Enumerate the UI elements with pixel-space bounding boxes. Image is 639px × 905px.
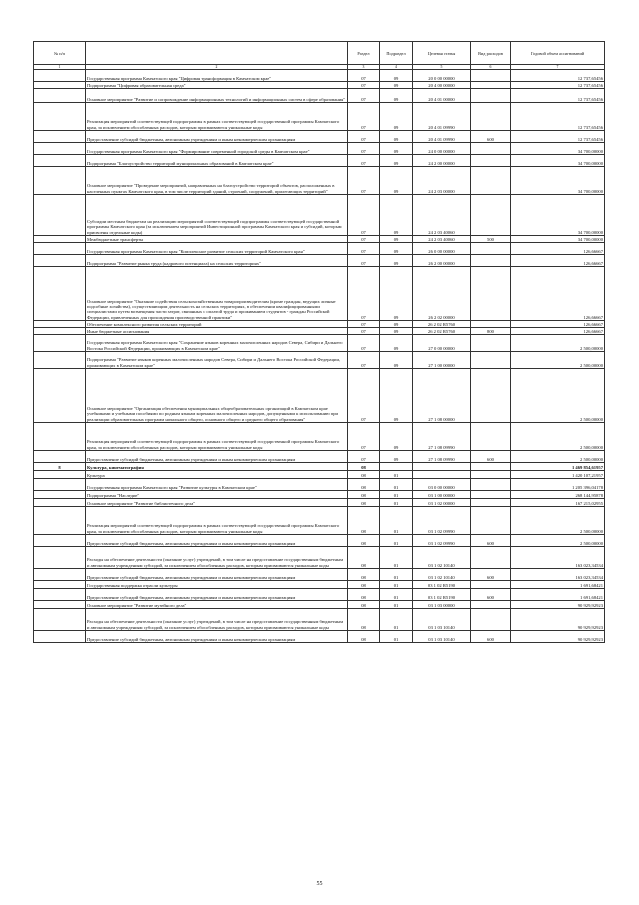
row-target (413, 471, 471, 479)
row-sum: 1 205 396,04178 (511, 479, 605, 491)
row-name: Государственная программа Камчатского края "Формирование современной городской среды в Камчатском крае" (86, 143, 348, 155)
row-vid (471, 195, 511, 236)
row-name: Культура, кинематография (86, 463, 348, 471)
column-number: 1 (34, 65, 86, 70)
row-target: 24 2 03 00000 (413, 167, 471, 195)
row-sum: 12 737,65456 (511, 70, 605, 82)
table-row (34, 631, 605, 643)
row-razdel: 08 (348, 609, 380, 631)
row-razdel: 07 (348, 236, 380, 243)
row-razdel: 07 (348, 89, 380, 103)
row-target: 27 1 08 09990 (413, 423, 471, 451)
row-vid (471, 609, 511, 631)
table-row (34, 195, 605, 236)
header-razdel: Раздел (348, 42, 380, 65)
row-target (413, 463, 471, 471)
row-razdel: 07 (348, 155, 380, 167)
row-vid: 500 (471, 236, 511, 243)
row-target: 24 2 00 00000 (413, 155, 471, 167)
row-podrazdel: 09 (380, 143, 413, 155)
row-target: 03 1 03 00000 (413, 601, 471, 609)
row-razdel: 08 (348, 547, 380, 569)
row-sum: 34 700,00000 (511, 236, 605, 243)
row-target: 26 2 02 00000 (413, 267, 471, 321)
row-razdel: 07 (348, 103, 380, 131)
row-target: 27 1 00 00000 (413, 352, 471, 369)
row-razdel: 08 (348, 499, 380, 507)
column-number: 5 (413, 65, 471, 70)
row-razdel: 07 (348, 267, 380, 321)
row-sum: 2 500,00000 (511, 451, 605, 463)
row-podrazdel: 09 (380, 423, 413, 451)
row-sum: 34 700,00000 (511, 155, 605, 167)
row-podrazdel: 09 (380, 267, 413, 321)
row-podrazdel: 01 (380, 499, 413, 507)
row-sum: 90 929,92923 (511, 631, 605, 643)
row-name: Субсидии местным бюджетам на реализацию мероприятий соответствующей подпрограммы соответствующей государственной программы Камчатского края (за исключением мероприятий Инвестиционной программы Камчатского края и субсидий, которым присвоены отдельные коды) (86, 195, 348, 236)
row-number (34, 236, 86, 243)
row-number (34, 589, 86, 601)
row-name: Подпрограмма "Наследие" (86, 491, 348, 499)
row-target: 26 0 00 00000 (413, 243, 471, 255)
row-target: 20 4 00 00000 (413, 82, 471, 89)
row-number (34, 328, 86, 335)
row-number (34, 499, 86, 507)
row-razdel: 08 (348, 569, 380, 581)
row-target: 03 1 02 R5190 (413, 581, 471, 589)
row-razdel: 08 (348, 631, 380, 643)
row-vid: 800 (471, 328, 511, 335)
row-razdel: 08 (348, 589, 380, 601)
row-sum: 163 023,34534 (511, 569, 605, 581)
row-podrazdel: 01 (380, 471, 413, 479)
row-vid (471, 243, 511, 255)
table-row (34, 321, 605, 328)
table-header-row (34, 42, 605, 65)
table-row (34, 423, 605, 451)
row-sum: 34 700,00000 (511, 195, 605, 236)
row-number (34, 507, 86, 535)
row-vid (471, 82, 511, 89)
table-row (34, 535, 605, 547)
table-row (34, 609, 605, 631)
row-name: Обеспечение комплексного развития сельских территорий (86, 321, 348, 328)
row-number (34, 535, 86, 547)
row-number (34, 321, 86, 328)
row-number (34, 167, 86, 195)
row-podrazdel: 09 (380, 335, 413, 352)
row-name: Расходы на обеспечение деятельности (оказание услуг) учреждений, в том числе на предоставление государственным бюджетным и автономным учреждениям субсидий, за исключением обособленных расходов, которым присваиваются уникальные коды (86, 547, 348, 569)
header-num: № п/п (34, 42, 86, 65)
row-sum: 2 500,00000 (511, 335, 605, 352)
row-name: Государственная поддержка отрасли культуры (86, 581, 348, 589)
row-podrazdel: 09 (380, 369, 413, 423)
row-number (34, 70, 86, 82)
budget-table (33, 41, 605, 643)
row-vid (471, 335, 511, 352)
row-vid: 600 (471, 451, 511, 463)
table-row (34, 89, 605, 103)
row-vid (471, 601, 511, 609)
row-razdel: 07 (348, 451, 380, 463)
row-sum: 1 469 854,61957 (511, 463, 605, 471)
row-podrazdel: 09 (380, 255, 413, 267)
row-target: 26 2 02 R5760 (413, 328, 471, 335)
row-name: Основное мероприятие "Развитие и сопровождение информационных технологий и информационных систем в сфере образования" (86, 89, 348, 103)
header-podrazdel: Подраздел (380, 42, 413, 65)
table-row (34, 255, 605, 267)
row-podrazdel: 01 (380, 479, 413, 491)
row-sum: 2 500,00000 (511, 507, 605, 535)
header-name (86, 42, 348, 65)
row-target: 24 0 00 00000 (413, 143, 471, 155)
row-name: Иные бюджетные ассигнования (86, 328, 348, 335)
header-vid: Вид расходов (471, 42, 511, 65)
row-name: Подпрограмма "Благоустройство территорий муниципальных образований в Камчатском крае" (86, 155, 348, 167)
table-row (34, 471, 605, 479)
row-vid (471, 547, 511, 569)
row-razdel: 08 (348, 479, 380, 491)
row-name: Предоставление субсидий бюджетным, автономным учреждениям и иным некоммерческим организациям (86, 535, 348, 547)
row-target: 20 4 01 09990 (413, 103, 471, 131)
row-target: 03 1 03 10140 (413, 631, 471, 643)
row-razdel: 07 (348, 143, 380, 155)
row-target: 27 0 00 00000 (413, 335, 471, 352)
header-sum: Годовой объем ассигнований (511, 42, 605, 65)
row-number (34, 103, 86, 131)
row-vid (471, 321, 511, 328)
row-razdel: 07 (348, 369, 380, 423)
row-number (34, 195, 86, 236)
row-name: Подпрограмма "Развитие языков коренных малочисленных народов Севера, Сибири и Дальнего Востока Российской Федерации, проживающих в Камчатском крае" (86, 352, 348, 369)
row-name: Государственная программа Камчатского края "Сохранение языков коренных малочисленных народов Севера, Сибири и Дальнего Востока Российской Федерации, проживающих в Камчатском крае" (86, 335, 348, 352)
row-razdel: 07 (348, 328, 380, 335)
row-sum: 2 500,00000 (511, 535, 605, 547)
row-target: 03 1 02 R5190 (413, 589, 471, 601)
column-number: 7 (511, 65, 605, 70)
row-name: Государственная программа Камчатского края "Комплексное развитие сельских территорий Камчатского края" (86, 243, 348, 255)
table-row (34, 581, 605, 589)
row-sum: 163 023,34534 (511, 547, 605, 569)
row-sum: 126,66667 (511, 267, 605, 321)
table-row (34, 491, 605, 499)
table-row (34, 569, 605, 581)
row-razdel: 07 (348, 70, 380, 82)
row-name: Реализация мероприятий соответствующей подпрограммы в рамках соответствующей государственной программы Камчатского края, за исключением обособленных расходов, которым присваиваются уникальные коды (86, 423, 348, 451)
row-razdel: 07 (348, 352, 380, 369)
row-vid (471, 167, 511, 195)
row-vid (471, 423, 511, 451)
table-row (34, 451, 605, 463)
row-podrazdel: 09 (380, 89, 413, 103)
row-razdel: 08 (348, 471, 380, 479)
table-row (34, 155, 605, 167)
row-podrazdel: 09 (380, 451, 413, 463)
row-podrazdel: 09 (380, 82, 413, 89)
table-row (34, 369, 605, 423)
row-number (34, 471, 86, 479)
row-number (34, 609, 86, 631)
row-sum: 12 737,65456 (511, 82, 605, 89)
row-target: 26 2 02 R5760 (413, 321, 471, 328)
row-sum: 167 215,02955 (511, 499, 605, 507)
column-number: 4 (380, 65, 413, 70)
row-razdel: 07 (348, 167, 380, 195)
row-razdel: 07 (348, 131, 380, 143)
row-podrazdel: 09 (380, 328, 413, 335)
row-target: 03 1 02 09990 (413, 535, 471, 547)
row-name: Культура (86, 471, 348, 479)
row-number (34, 82, 86, 89)
row-name: Расходы на обеспечение деятельности (оказание услуг) учреждений, в том числе на предоставление государственным бюджетным и автономным учреждениям субсидий, за исключением обособленных расходов, которым присваиваются уникальные коды (86, 609, 348, 631)
row-number (34, 569, 86, 581)
row-name: Предоставление субсидий бюджетным, автономным учреждениям и иным некоммерческим организациям (86, 451, 348, 463)
row-sum: 12 737,65456 (511, 89, 605, 103)
row-vid (471, 143, 511, 155)
table-row (34, 267, 605, 321)
row-podrazdel: 01 (380, 581, 413, 589)
row-name: Реализация мероприятий соответствующей подпрограммы в рамках соответствующей государственной программы Камчатского края, за исключением обособленных расходов, которым присваиваются уникальные коды (86, 103, 348, 131)
row-podrazdel: 09 (380, 321, 413, 328)
row-target: 03 1 02 10140 (413, 547, 471, 569)
row-podrazdel: 09 (380, 243, 413, 255)
row-sum: 126,66667 (511, 328, 605, 335)
table-row (34, 507, 605, 535)
row-number: 8 (34, 463, 86, 471)
row-name: Подпрограмма "Развитие рынка труда (кадрового потенциала) на сельских территориях" (86, 255, 348, 267)
row-razdel: 08 (348, 491, 380, 499)
row-target: 03 0 00 00000 (413, 479, 471, 491)
column-number: 6 (471, 65, 511, 70)
row-number (34, 155, 86, 167)
row-razdel: 08 (348, 507, 380, 535)
row-sum: 126,66667 (511, 321, 605, 328)
row-name: Реализация мероприятий соответствующей подпрограммы в рамках соответствующей государственной программы Камчатского края, за исключением обособленных расходов, которым присваиваются уникальные коды (86, 507, 348, 535)
row-target: 03 1 02 00000 (413, 499, 471, 507)
row-vid (471, 155, 511, 167)
table-row (34, 70, 605, 82)
row-podrazdel (380, 463, 413, 471)
row-podrazdel: 01 (380, 569, 413, 581)
row-podrazdel: 01 (380, 609, 413, 631)
row-number (34, 243, 86, 255)
row-target: 20 4 01 09990 (413, 131, 471, 143)
row-razdel: 08 (348, 535, 380, 547)
row-number (34, 255, 86, 267)
row-vid (471, 255, 511, 267)
row-podrazdel: 01 (380, 535, 413, 547)
row-name: Предоставление субсидий бюджетным, автономным учреждениям и иным некоммерческим организациям (86, 569, 348, 581)
row-vid (471, 499, 511, 507)
row-sum: 1 420 107,21957 (511, 471, 605, 479)
table-row (34, 335, 605, 352)
row-name: Подпрограмма "Цифровая образовательная среда" (86, 82, 348, 89)
row-sum: 1 691,68421 (511, 581, 605, 589)
row-number (34, 143, 86, 155)
row-name: Государственная программа Камчатского края "Развитие культуры в Камчатском крае" (86, 479, 348, 491)
row-name: Основное мероприятие "Развитие библиотечного дела" (86, 499, 348, 507)
row-target: 03 1 02 10140 (413, 569, 471, 581)
row-sum: 12 737,65456 (511, 103, 605, 131)
row-vid (471, 507, 511, 535)
row-vid (471, 89, 511, 103)
page-number: 55 (316, 881, 323, 887)
row-target: 03 1 02 09990 (413, 507, 471, 535)
row-vid (471, 70, 511, 82)
row-sum: 90 929,92923 (511, 609, 605, 631)
row-name: Основное мероприятие "Развитие музейного дела" (86, 601, 348, 609)
row-target: 27 1 08 09990 (413, 451, 471, 463)
row-podrazdel: 01 (380, 491, 413, 499)
row-sum: 126,66667 (511, 243, 605, 255)
table-row (34, 601, 605, 609)
row-target: 20 0 00 00000 (413, 70, 471, 82)
row-name: Основное мероприятие "Организация обеспечения муниципальных общеобразовательных организаций в Камчатском крае учебниками и учебными пособиями по родным языкам коренных малочисленных народов, допущенными к использованию при реализации образовательных программ начального общего, основного общего и среднего общего образования" (86, 369, 348, 423)
row-razdel: 07 (348, 335, 380, 352)
row-podrazdel: 09 (380, 167, 413, 195)
header-target: Целевая статья (413, 42, 471, 65)
table-row (34, 328, 605, 335)
row-name: Основное мероприятие "Оказание содействия сельскохозяйственным товаропроизводителям (кроме граждан, ведущих личные подсобные хозяйства), осуществляющим деятельность на сельских территориях, в обеспечении квалифицированными специалистами путем возмещения части затрат, связанных с оплатой труда и проживанием студентов - граждан Российской Федерации, привлеченных для прохождения производственной практики" (86, 267, 348, 321)
row-name: Межбюджетные трансферты (86, 236, 348, 243)
row-target: 26 2 00 00000 (413, 255, 471, 267)
row-target: 24 2 03 40060 (413, 236, 471, 243)
row-name: Предоставление субсидий бюджетным, автономным учреждениям и иным некоммерческим организациям (86, 589, 348, 601)
row-sum: 268 144,95878 (511, 491, 605, 499)
row-sum: 1 691,68421 (511, 589, 605, 601)
table-row (34, 352, 605, 369)
row-podrazdel: 01 (380, 547, 413, 569)
row-podrazdel: 01 (380, 601, 413, 609)
row-number (34, 131, 86, 143)
table-row (34, 167, 605, 195)
row-podrazdel: 01 (380, 589, 413, 601)
row-number (34, 491, 86, 499)
row-podrazdel: 09 (380, 103, 413, 131)
row-vid (471, 581, 511, 589)
row-vid (471, 267, 511, 321)
table-row (34, 243, 605, 255)
row-sum: 12 737,65456 (511, 131, 605, 143)
row-number (34, 451, 86, 463)
row-target: 03 1 00 00000 (413, 491, 471, 499)
row-podrazdel: 09 (380, 195, 413, 236)
row-podrazdel: 01 (380, 507, 413, 535)
row-target: 27 1 08 00000 (413, 369, 471, 423)
row-podrazdel: 09 (380, 352, 413, 369)
row-number (34, 601, 86, 609)
row-vid (471, 479, 511, 491)
row-vid: 600 (471, 569, 511, 581)
row-vid: 600 (471, 589, 511, 601)
row-sum: 90 929,92923 (511, 601, 605, 609)
row-vid: 600 (471, 631, 511, 643)
row-razdel: 08 (348, 601, 380, 609)
row-razdel: 07 (348, 423, 380, 451)
row-name: Основное мероприятие "Проведение мероприятий, направленных на благоустройство территорий объектов, расположенных в населенных пунктах Камчатского края, в том числе территорий зданий, строений, сооружений, прилегающих территорий" (86, 167, 348, 195)
row-razdel: 07 (348, 243, 380, 255)
row-number (34, 423, 86, 451)
row-sum: 34 700,00000 (511, 143, 605, 155)
row-vid (471, 352, 511, 369)
row-razdel: 07 (348, 195, 380, 236)
row-razdel: 08 (348, 581, 380, 589)
row-podrazdel: 09 (380, 131, 413, 143)
row-podrazdel: 09 (380, 70, 413, 82)
row-razdel: 07 (348, 321, 380, 328)
row-target: 20 4 01 00000 (413, 89, 471, 103)
row-vid (471, 369, 511, 423)
row-name: Предоставление субсидий бюджетным, автономным учреждениям и иным некоммерческим организациям (86, 131, 348, 143)
row-sum: 126,66667 (511, 255, 605, 267)
table-row (34, 547, 605, 569)
row-target: 03 1 03 10140 (413, 609, 471, 631)
row-vid: 600 (471, 131, 511, 143)
row-razdel: 07 (348, 255, 380, 267)
table-row (34, 479, 605, 491)
row-sum: 2 500,00000 (511, 352, 605, 369)
table-row (34, 103, 605, 131)
row-podrazdel: 09 (380, 236, 413, 243)
row-podrazdel: 01 (380, 631, 413, 643)
table-row (34, 499, 605, 507)
row-vid (471, 463, 511, 471)
table-row (34, 131, 605, 143)
table-row (34, 236, 605, 243)
row-number (34, 352, 86, 369)
section-row (34, 463, 605, 471)
column-number: 2 (86, 65, 348, 70)
table-row (34, 82, 605, 89)
row-vid (471, 103, 511, 131)
row-razdel: 07 (348, 82, 380, 89)
row-vid: 600 (471, 535, 511, 547)
row-number (34, 581, 86, 589)
row-name: Предоставление субсидий бюджетным, автономным учреждениям и иным некоммерческим организациям (86, 631, 348, 643)
row-target: 24 2 03 40060 (413, 195, 471, 236)
row-name: Государственная программа Камчатского края "Цифровая трансформация в Камчатском крае" (86, 70, 348, 82)
row-vid (471, 471, 511, 479)
row-number (34, 335, 86, 352)
row-number (34, 631, 86, 643)
row-sum: 2 500,00000 (511, 423, 605, 451)
row-number (34, 547, 86, 569)
column-number: 3 (348, 65, 380, 70)
row-sum: 2 500,00000 (511, 369, 605, 423)
row-razdel: 08 (348, 463, 380, 471)
row-sum: 34 700,00000 (511, 167, 605, 195)
row-vid (471, 491, 511, 499)
table-row (34, 143, 605, 155)
row-number (34, 267, 86, 321)
row-number (34, 369, 86, 423)
table-row (34, 589, 605, 601)
row-podrazdel: 09 (380, 155, 413, 167)
row-number (34, 89, 86, 103)
row-number (34, 479, 86, 491)
